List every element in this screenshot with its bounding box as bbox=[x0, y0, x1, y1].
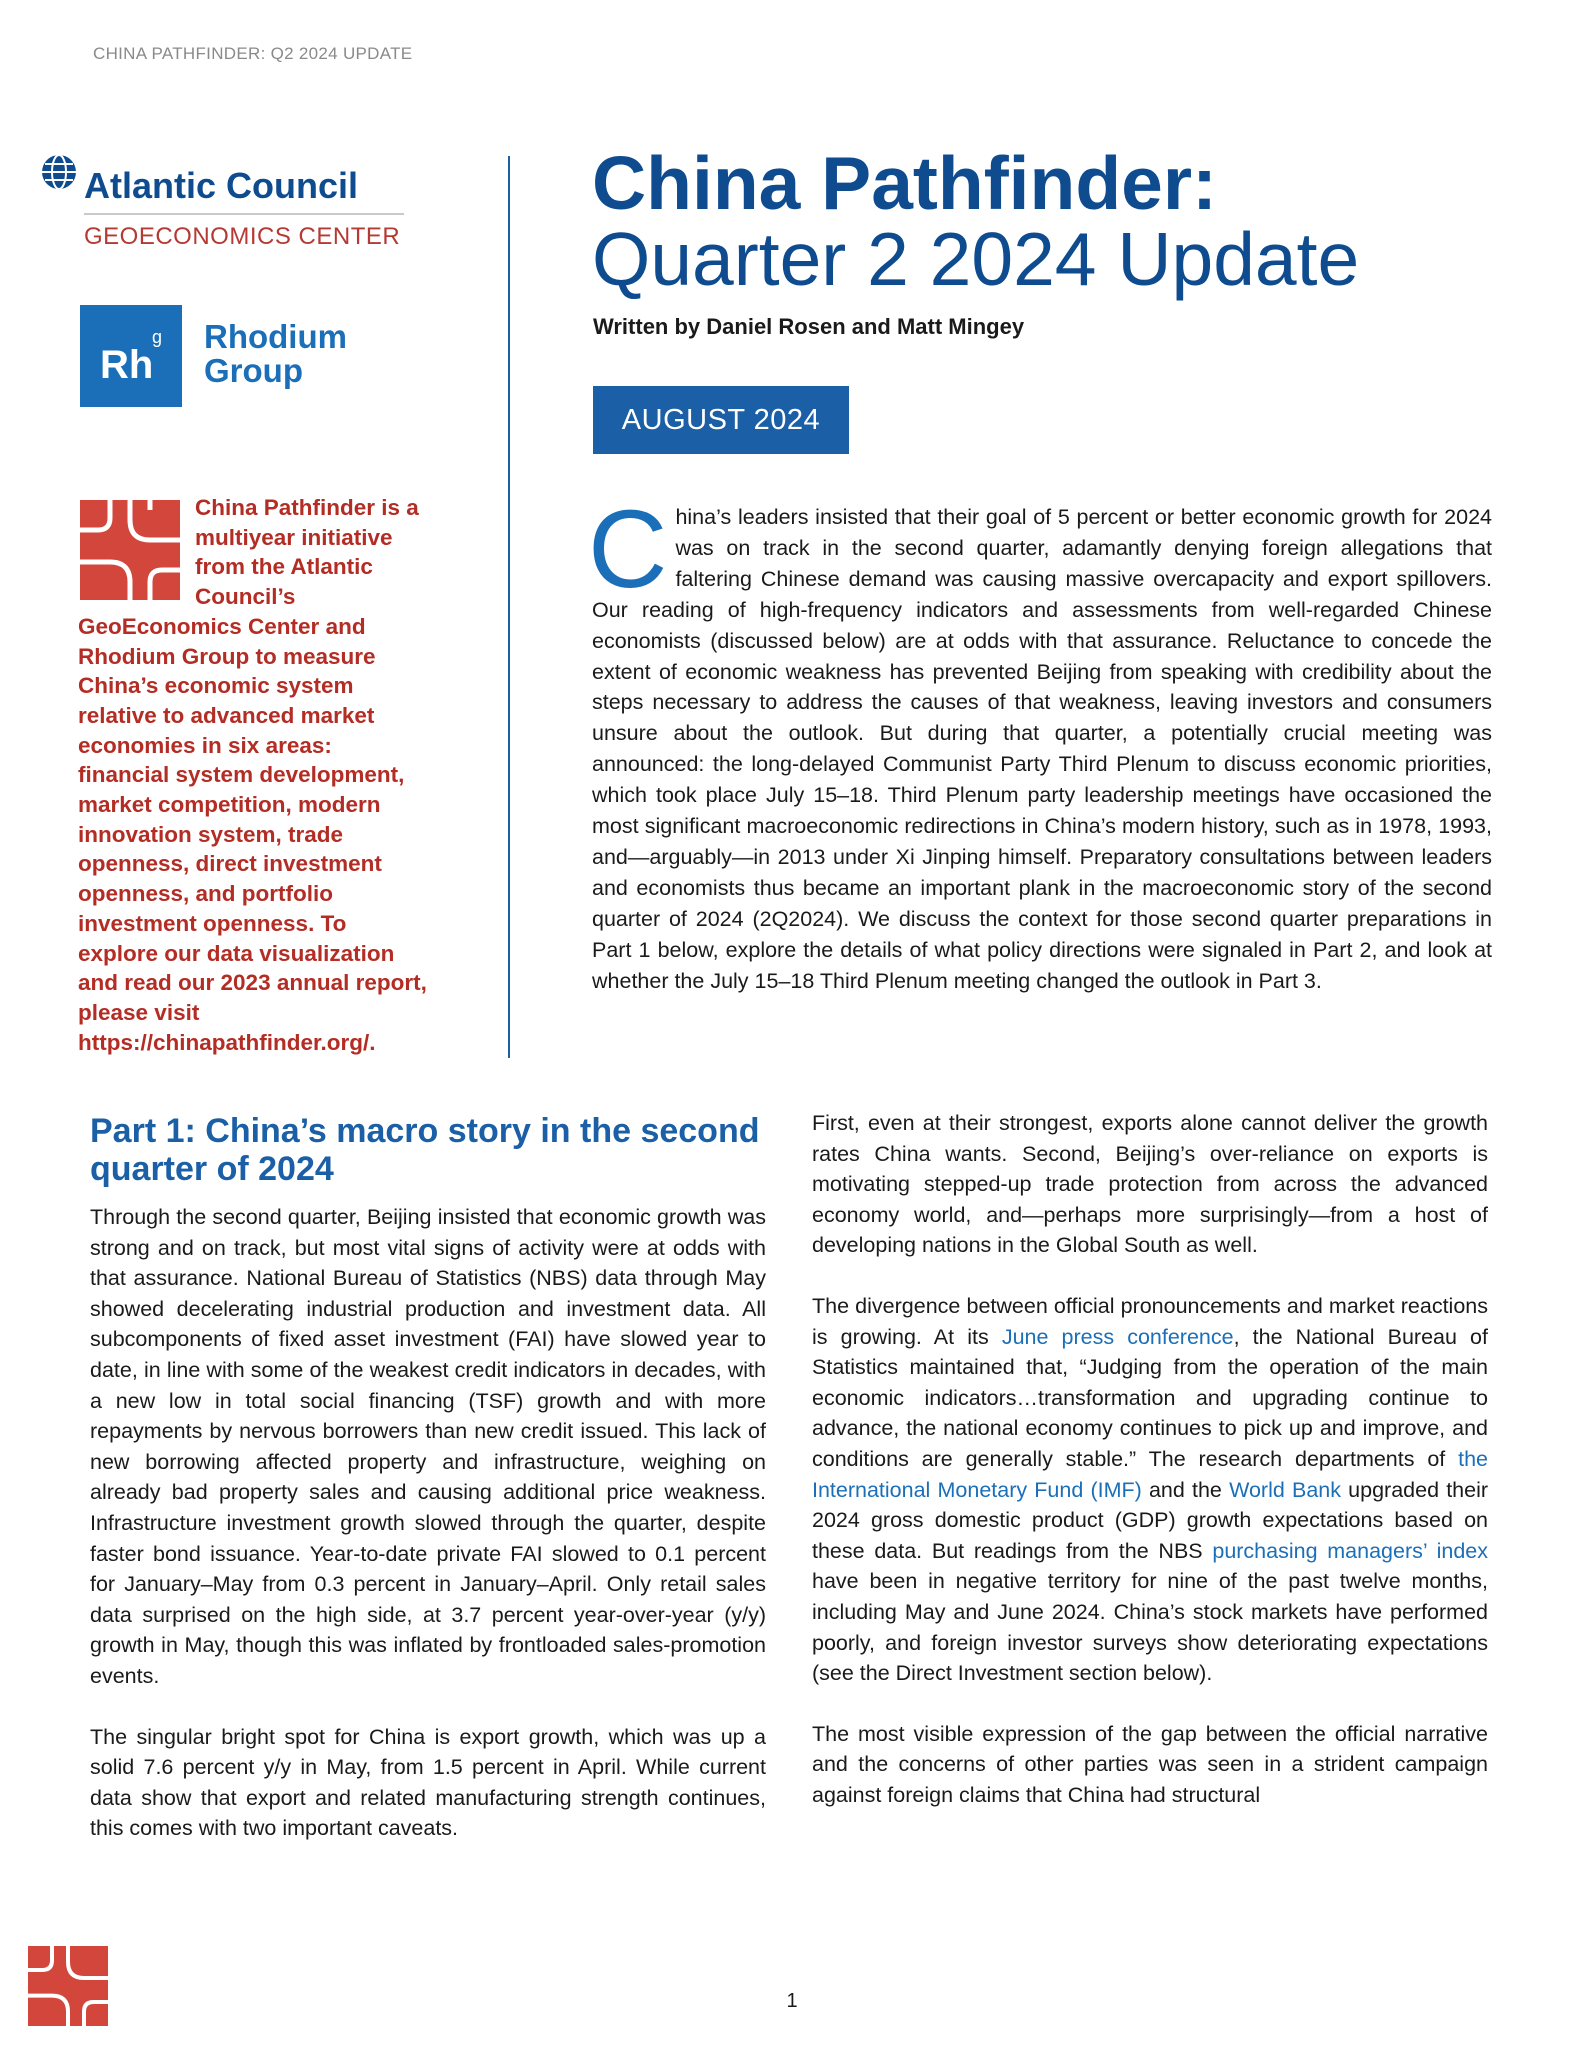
link-imf[interactable]: the International Monetary Fund (IMF) bbox=[812, 1446, 1488, 1502]
p4-text-d: upgraded their 2024 gross domestic product (GDP) growth expectations based on these data. But readings from the NBS bbox=[812, 1477, 1489, 1563]
rhodium-group-name bbox=[204, 320, 347, 388]
logo-divider bbox=[84, 213, 404, 215]
rhodium-mark-text: Rh bbox=[100, 343, 154, 387]
link-pmi[interactable]: purchasing managers’ index bbox=[1212, 1538, 1488, 1563]
vertical-divider bbox=[508, 156, 510, 1058]
geoeconomics-center-name: GEOECONOMICS CENTER bbox=[84, 223, 401, 250]
p4-text-a: The divergence between official pronouncements and market reactions is growing. At its bbox=[812, 1293, 1488, 1349]
byline: Written by Daniel Rosen and Matt Mingey bbox=[593, 314, 1025, 339]
intro-paragraph bbox=[588, 488, 1492, 997]
date-badge: AUGUST 2024 bbox=[593, 386, 849, 454]
link-world-bank[interactable]: World Bank bbox=[1229, 1477, 1341, 1502]
p4-text-e: have been in negative territory for nine of the past twelve months, including May and June 2024. China’s stock markets have performed poorly, and foreign investor surveys show deteriorating expectations (see the Direct Investment section below). bbox=[812, 1569, 1488, 1686]
title-line-2: Quarter 2 2024 Update bbox=[592, 217, 1360, 301]
rhodium-name-line1: Rhodium bbox=[204, 318, 347, 355]
running-head: CHINA PATHFINDER: Q2 2024 UPDATE bbox=[93, 44, 413, 63]
sidebar-intro-body: China Pathfinder is a multiyear initiative from the Atlantic Council’s GeoEconomics Center and Rhodium Group to measure China’s economic system relative to advanced market economies in six areas: financial system development, market competition, modern innovation system, trade openness, direct investment openness, and portfolio investment openness. To explore our data visualization and read our 2023 annual report, please visit https://chinapathfinder.org/. bbox=[78, 495, 427, 1055]
p4-text-b: , the National Bureau of Statistics maintained that, “Judging from the operation of the main economic indicators…transformation and upgrading continue to advance, the national economy continues to pick up and improve, and conditions are generally stable.” The research departments of bbox=[812, 1324, 1488, 1471]
link-june-press-conference[interactable]: June press conference bbox=[1001, 1324, 1234, 1349]
paragraph-2: The singular bright spot for China is export growth, which was up a solid 7.6 percent y/y in May, from 1.5 percent in April. While current data show that export and related manufacturing strength continues, this comes with two important caveats. bbox=[90, 1724, 766, 1841]
p4-text-c: and the bbox=[1141, 1477, 1230, 1502]
page-number: 1 bbox=[786, 1990, 798, 2012]
atlantic-council-name: Atlantic Council bbox=[84, 165, 359, 206]
atlantic-council-logo bbox=[40, 153, 420, 253]
paragraph-5: The most visible expression of the gap between the official narrative and the concerns of other parties was seen in a strident campaign against foreign claims that China had structural bbox=[812, 1721, 1488, 1807]
section-heading-part1: Part 1: China’s macro story in the second quarter of 2024 bbox=[90, 1112, 760, 1188]
rhodium-name-line2: Group bbox=[204, 352, 303, 389]
title-line-1: China Pathfinder: bbox=[592, 141, 1218, 225]
rhodium-mark-superscript: g bbox=[152, 327, 163, 347]
paragraph-4 bbox=[812, 1291, 1488, 1689]
paragraph-3: First, even at their strongest, exports alone cannot deliver the growth rates China wants. Second, Beijing’s over-reliance on exports is motivating stepped-up trade protection from across the advanced economy world, and—perhaps more surprisingly—from a host of developing nations in the Global South as well. bbox=[812, 1111, 1488, 1258]
intro-text: hina’s leaders insisted that their goal of 5 percent or better economic growth for 2024 was on track in the second quarter, adamantly denying foreign allegations that faltering Chinese demand was causing massive overcapacity and export spillovers. Our reading of high-frequency indicators and assessments from well-regarded Chinese economists (discussed below) are at odds with that assurance. Reluctance to concede the extent of economic weakness has prevented Beijing from speaking with credibility about the steps necessary to address the causes of that weakness, leaving investors and consumers unsure about the outlook. But during that quarter, a potentially crucial meeting was announced: the long-delayed Communist Party Third Plenum to discuss economic priorities, which took place July 15–18. Third Plenum party leadership meetings have occasioned the most significant macroeconomic redirections in China’s modern history, such as in 1978, 1993, and—arguably—in 2013 under Xi Jinping himself. Preparatory consultations between leaders and economists thus became an important plank in the macroeconomic story of the second quarter of 2024 (2Q2024). We discuss the context for those second quarter preparations in Part 1 below, explore the details of what policy directions were signaled in Part 2, and look at whether the July 15–18 Third Plenum meeting changed the outlook in Part 3. bbox=[592, 505, 1492, 993]
right-column bbox=[812, 1108, 1488, 1840]
rhodium-logo-mark bbox=[80, 305, 182, 407]
paragraph-1: Through the second quarter, Beijing insisted that economic growth was strong and on track, but most vital signs of activity were at odds with that assurance. National Bureau of Statistics (NBS) data through May showed decelerating industrial production and investment data. All subcomponents of fixed asset investment (FAI) have slowed year to date, in line with some of the weakest credit indicators in decades, with a new low in total social financing (TSF) growth and with more repayments by nervous borrowers than new credit issued. This lack of new borrowing affected property and infrastructure, weighing on already bad property sales and causing additional price weakness. Infrastructure investment growth slowed through the quarter, despite faster bond issuance. Year-to-date private FAI slowed to 0.1 percent for January–May from 0.3 percent in January–April. Only retail sales data surprised on the high side, at 3.7 percent year-over-year (y/y) growth in May, though this was inflated by frontloaded sales-promotion events. bbox=[90, 1205, 766, 1688]
left-column bbox=[90, 1108, 766, 1874]
globe-icon bbox=[40, 153, 78, 191]
footer-pattern-icon bbox=[28, 1946, 108, 2026]
sidebar-intro-text bbox=[78, 493, 428, 1057]
sidebar-icon-spacer bbox=[78, 493, 195, 611]
drop-cap: C bbox=[588, 488, 668, 611]
